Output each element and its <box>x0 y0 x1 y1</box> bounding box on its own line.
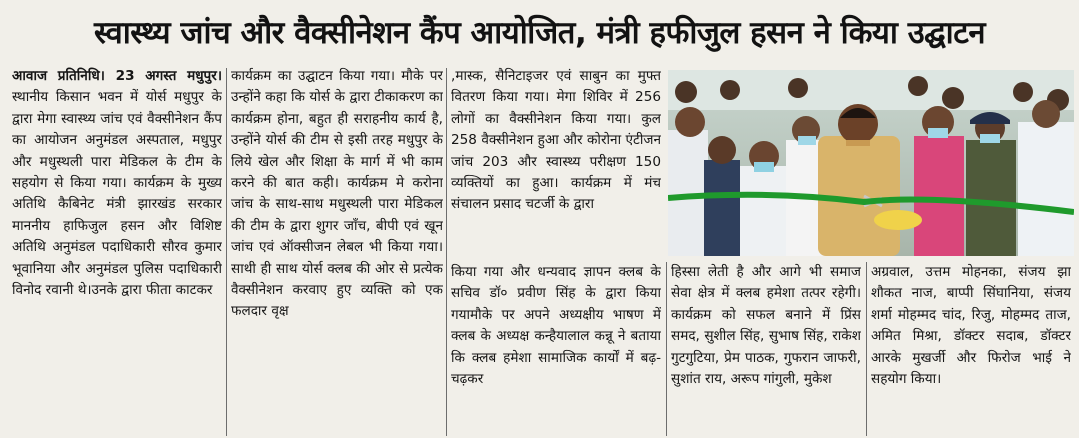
article-column-2 <box>231 66 443 438</box>
dateline: आवाज प्रतिनिधि। 23 अगस्त मधुपुर। <box>12 68 222 84</box>
article-column-4 <box>671 262 861 438</box>
column-divider <box>866 262 867 436</box>
column-divider <box>226 68 227 436</box>
column-3-text: ,मास्क, सैनिटाइजर एवं साबुन का मुफ्त वितरण किया गया। मेगा शिविर में 256 लोगों का वैक्सीनेशन किया गया। कुल 258 वैक्सीनेशन हुआ और कोरोना एंटीजन जांच 203 और स्वास्थ्य परीक्षण 150 व्यक्तियों का हुआ। कार्यक्रम में मंच संचालन प्रसाद चटर्जी के द्वारा <box>451 68 661 213</box>
article-column-3-bottom <box>451 262 661 438</box>
article-column-1 <box>12 66 222 438</box>
column-divider <box>666 262 667 436</box>
article-column-3-top <box>451 66 661 256</box>
column-4-text: हिस्सा लेती है और आगे भी समाज सेवा क्षेत्र में क्लब हमेशा तत्पर रहेगी। कार्यक्रम को सफल बनाने में प्रिंस समद, सुशील सिंह, सुभाष सिंह, राकेश गुटगुटिया, प्रेम पाठक, गुफरान जाफरी, सुशांत राय, अरूप गांगुली, मुकेश <box>671 264 861 388</box>
inauguration-photo <box>668 70 1074 256</box>
column-divider <box>446 68 447 436</box>
column-2-text: कार्यक्रम का उद्घाटन किया गया। मौके पर उन्होंने कहा कि योर्स के द्वारा टीकाकरण का कार्यक्रम होना, बहुत ही सराहनीय कार्य है, उन्होंने योर्स की टीम से इसी तरह मधुपुर के लिये खेल और शिक्षा के मार्ग में भी काम करने की बात कही। कार्यक्रम मे करोना जांच के साथ-साथ मधुस्थली पारा मेडिकल की टीम के द्वारा शुगर जाँच, बीपी एवं खून जांच एवं ऑक्सीजन लेबल भी किया गया। साथी ही साथ योर्स क्लब की ओर से प्रत्येक वैक्सीनेशन करवाए हुए व्यक्ति को एक फलदार वृक्ष <box>231 68 443 320</box>
article-column-5 <box>871 262 1071 438</box>
column-5-text: अग्रवाल, उत्तम मोहनका, संजय झा शौकत नाज, बाप्पी सिंघानिया, संजय शर्मा मोहम्मद चांद, रिजु, मोहम्मद ताज, अमित मिश्रा, डॉक्टर सदाब, डॉक्टर आरके मुखर्जी और फिरोज भाई ने सहयोग किया। <box>871 264 1071 388</box>
headline: स्वास्थ्य जांच और वैक्सीनेशन कैंप आयोजित, मंत्री हफीजुल हसन ने किया उद्घाटन <box>93 15 986 51</box>
column-1-text: स्थानीय किसान भवन में योर्स मधुपुर के द्वारा मेगा स्वास्थ्य जांच एवं वैक्सीनेशन कैंप का आयोजन अनुमंडल अस्पताल, मधुपुर और मधुस्थली पारा मेडिकल के टीम के सहयोग से किया गया। कार्यक्रम के मुख्य अतिथि कैबिनेट मंत्री झारखंड सरकार माननीय हाफिजुल हसन और विशिष्ट अतिथि अनुमंडल पदाधिकारी सौरव कुमार भूवानिया और अनुमंडल पुलिस पदाधिकारी विनोद रवानी थे।उनके द्वारा फीता काटकर <box>12 89 222 299</box>
column-3b-text: किया गया और धन्यवाद ज्ञापन क्लब के सचिव डॉ० प्रवीण सिंह के द्वारा किया गयामौके पर अपने अध्यक्षीय भाषण में क्लब के अध्यक्ष कन्हैयालाल कन्नू ने बताया कि क्लब हमेशा सामाजिक कार्यों में बढ़-चढ़कर <box>451 264 661 388</box>
